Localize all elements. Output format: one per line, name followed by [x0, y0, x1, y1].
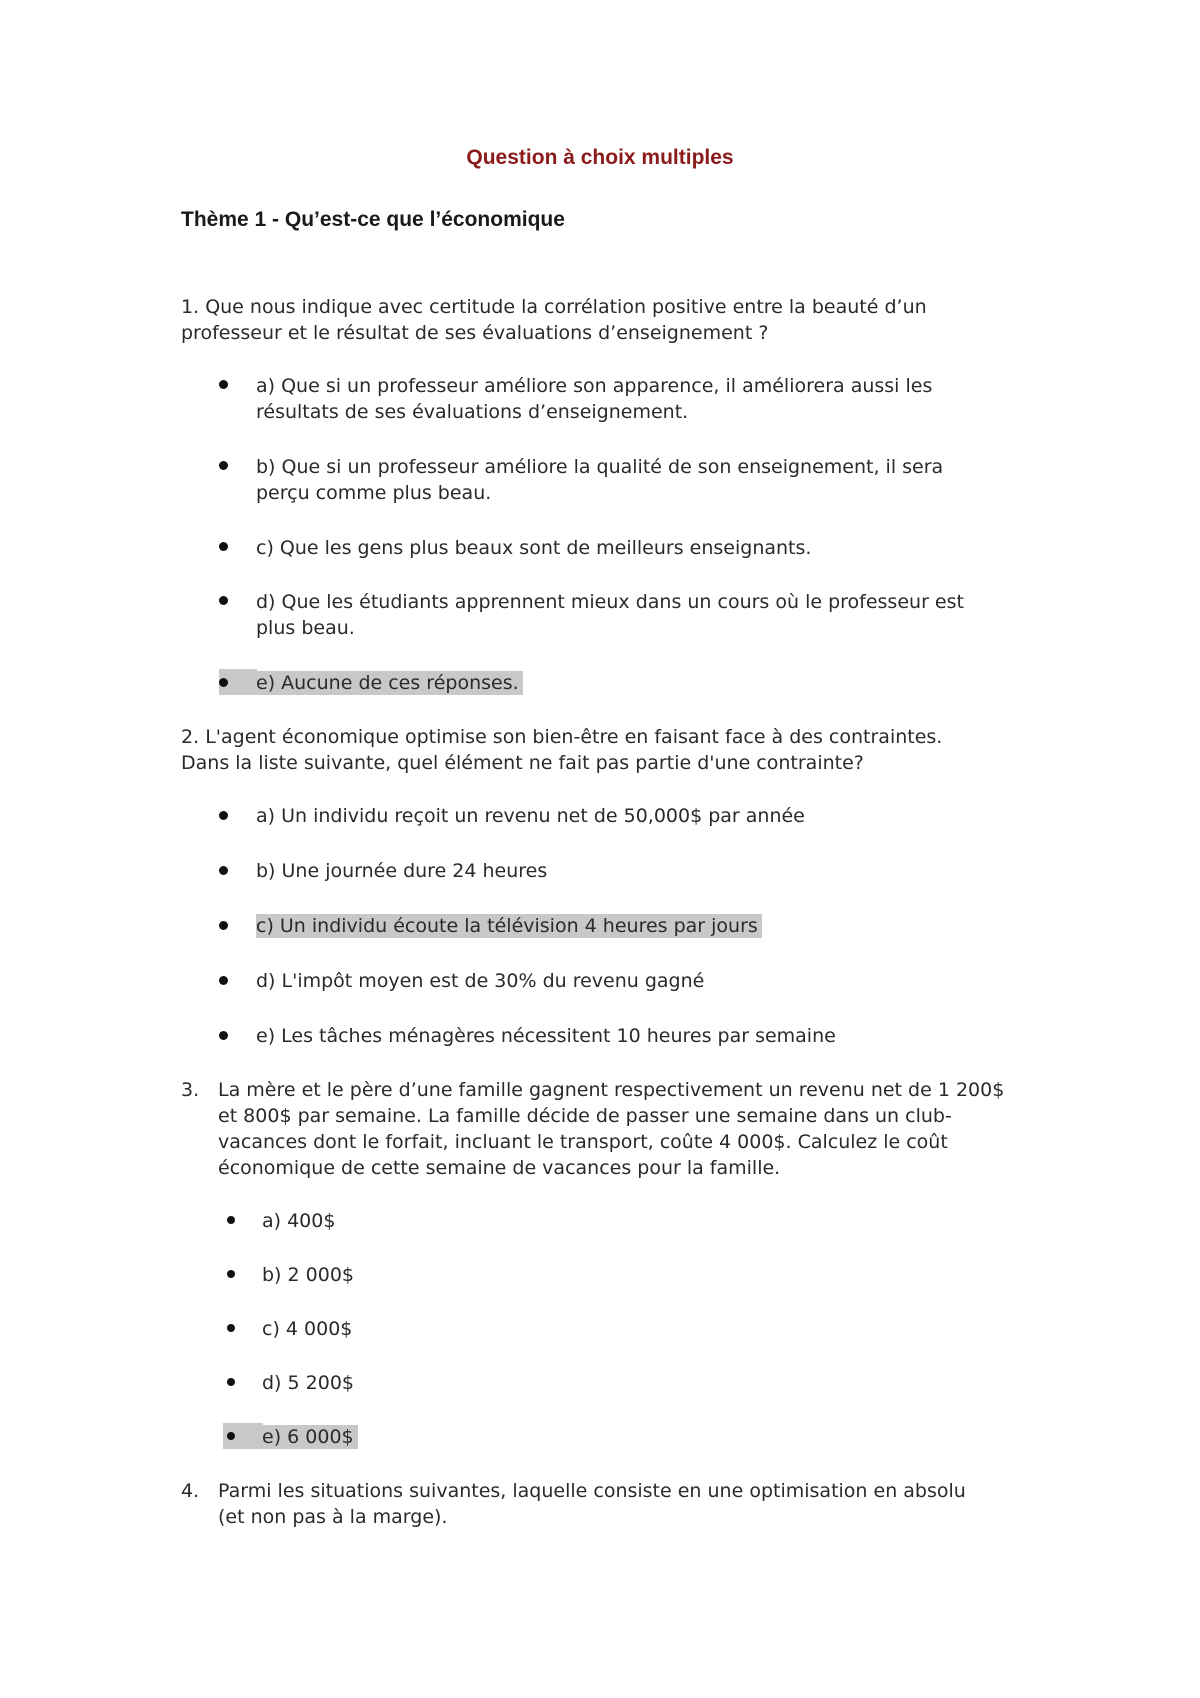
question-2-text [181, 724, 1031, 776]
question-2-option-e[interactable]: e) Les tâches ménagères nécessitent 10 heures par semaine [256, 1025, 836, 1047]
question-2-option-a[interactable]: a) Un individu reçoit un revenu net de 50,000$ par année [256, 805, 805, 827]
theme-heading: Thème 1 - Qu’est-ce que l’économique [181, 208, 565, 231]
question-1-option-c[interactable]: c) Que les gens plus beaux sont de meilleurs enseignants. [256, 537, 812, 559]
question-3-option-c[interactable]: c) 4 000$ [262, 1318, 353, 1340]
question-4-text: Parmi les situations suivantes, laquelle consiste en une optimisation en absolu (et non pas à la marge). [218, 1480, 966, 1528]
bullet-icon [219, 976, 228, 985]
bullet-icon [227, 1378, 235, 1386]
question-2-line-1: L'agent économique optimise son bien-être en faisant face à des contraintes. [205, 726, 943, 748]
question-4-number: 4. [181, 1480, 200, 1502]
document-title: Question à choix multiples [466, 146, 734, 169]
bullet-icon [219, 1031, 228, 1040]
question-2-number: 2. [181, 726, 200, 748]
bullet-icon [219, 678, 228, 687]
question-3-option-d[interactable]: d) 5 200$ [262, 1372, 354, 1394]
question-1-option-e[interactable]: e) Aucune de ces réponses. [256, 670, 1026, 696]
question-1-option-b[interactable]: b) Que si un professeur améliore la qualité de son enseignement, il sera perçu comme plus beau. [256, 456, 944, 504]
question-2-option-b[interactable]: b) Une journée dure 24 heures [256, 860, 548, 882]
question-1-option-d[interactable]: d) Que les étudiants apprennent mieux dans un cours où le professeur est plus beau. [256, 591, 964, 639]
question-1-number: 1. [181, 296, 200, 318]
question-3-option-b[interactable]: b) 2 000$ [262, 1264, 354, 1286]
bullet-icon [219, 380, 228, 389]
question-1-text [181, 294, 1031, 346]
question-3-option-a[interactable]: a) 400$ [262, 1210, 336, 1232]
bullet-icon [219, 921, 228, 930]
question-3-number: 3. [181, 1079, 200, 1101]
bullet-icon [219, 542, 228, 551]
bullet-icon [219, 811, 228, 820]
question-1-line-2: professeur et le résultat de ses évaluations d’enseignement ? [181, 322, 769, 344]
question-3-text: La mère et le père d’une famille gagnent respectivement un revenu net de 1 200$ et 800$ par semaine. La famille décide de passer une semaine dans un club- vacances dont le forfait, incluant le transport, coûte 4 000$. Calculez le coût économique de cette semaine de vacances pour la famille. [218, 1079, 1005, 1179]
question-3-option-e[interactable]: e) 6 000$ [262, 1424, 1032, 1450]
bullet-icon [227, 1324, 235, 1332]
bullet-icon [227, 1432, 235, 1440]
question-2-line-2: Dans la liste suivante, quel élément ne fait pas partie d'une contrainte? [181, 752, 864, 774]
question-2-option-d[interactable]: d) L'impôt moyen est de 30% du revenu gagné [256, 970, 705, 992]
question-2-option-c[interactable]: c) Un individu écoute la télévision 4 heures par jours [256, 913, 1026, 939]
bullet-icon [227, 1216, 235, 1224]
bullet-icon [219, 461, 228, 470]
bullet-icon [219, 866, 228, 875]
question-1-option-a[interactable]: a) Que si un professeur améliore son apparence, il améliorera aussi les résultats de ses évaluations d’enseignement. [256, 375, 933, 423]
bullet-icon [227, 1270, 235, 1278]
bullet-icon [219, 596, 228, 605]
question-1-line-1: Que nous indique avec certitude la corrélation positive entre la beauté d’un [205, 296, 927, 318]
